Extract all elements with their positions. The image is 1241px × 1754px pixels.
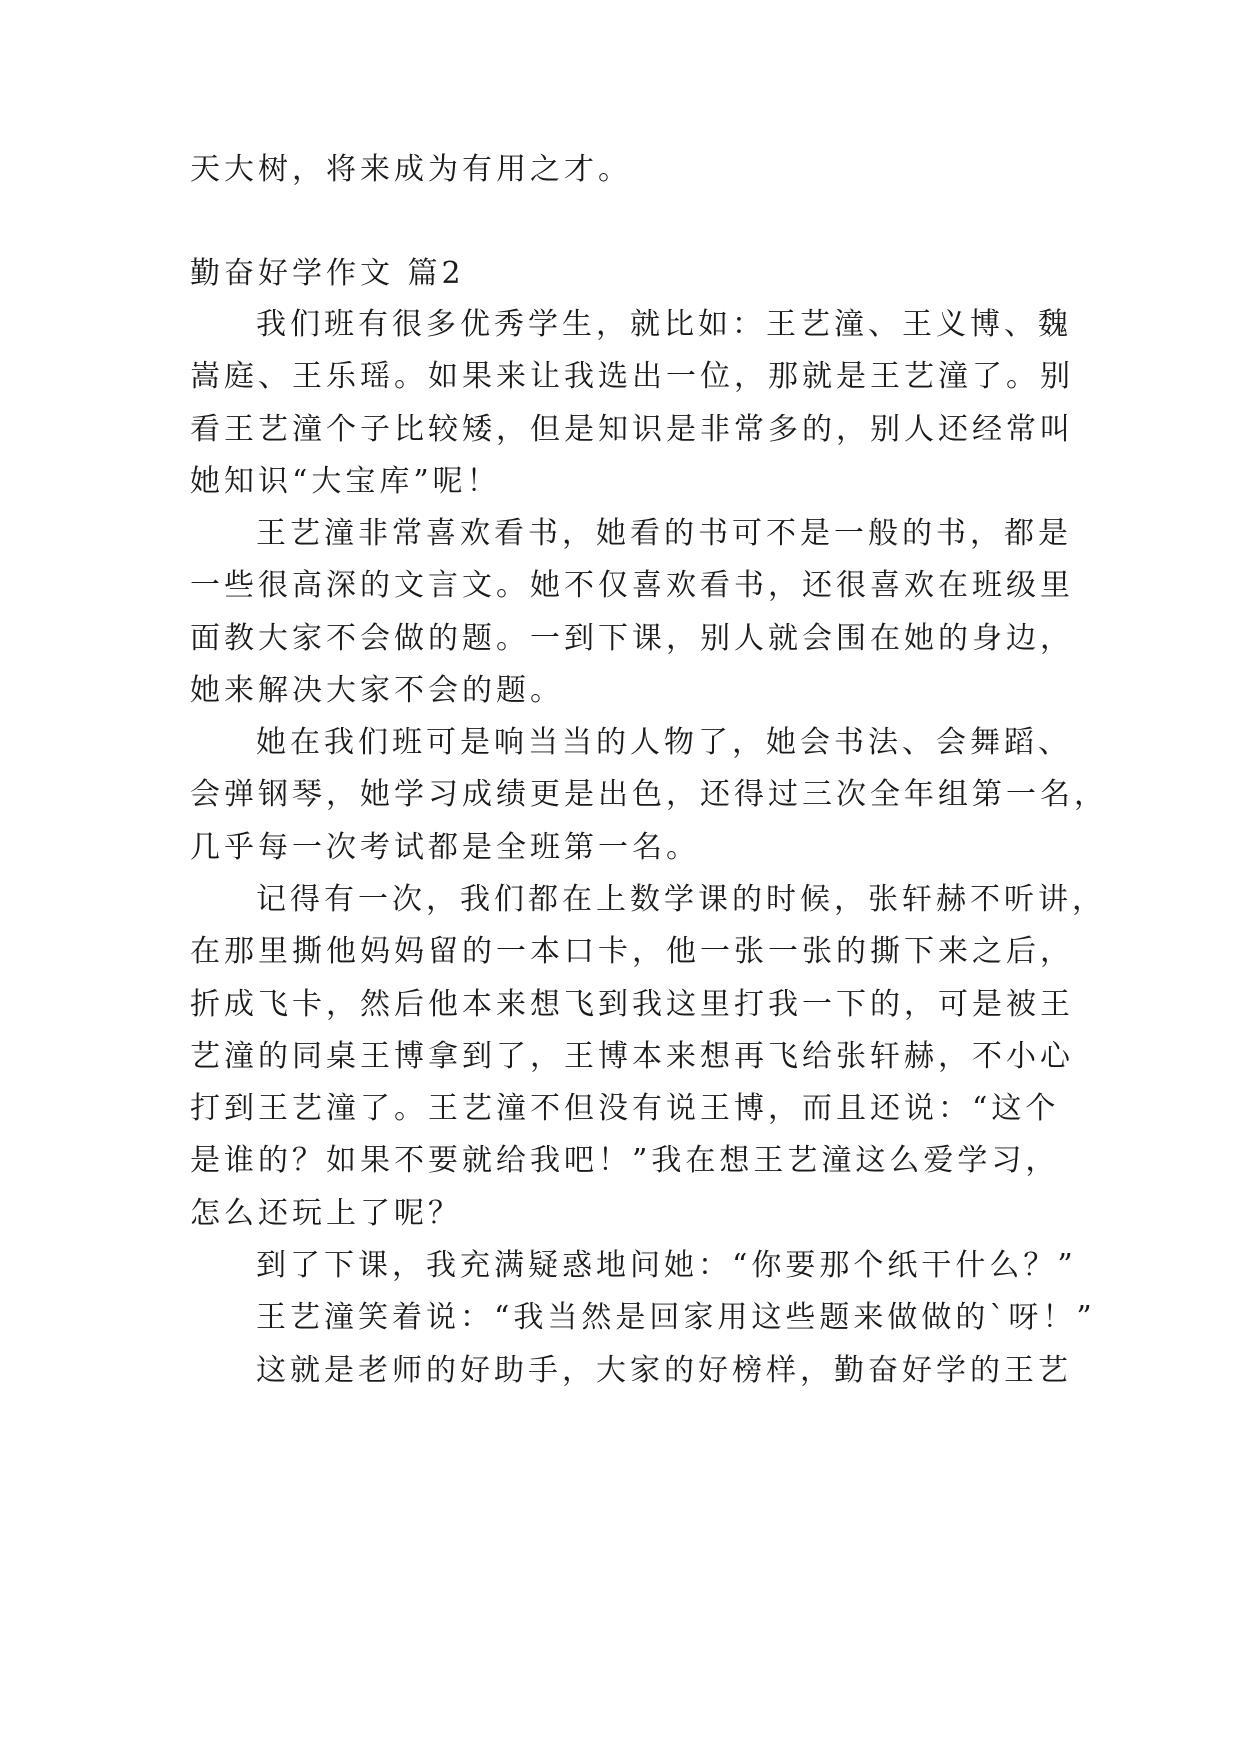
paragraph-line: 她知识“大宝库”呢！ xyxy=(190,464,501,499)
paragraph-line: 嵩庭、王乐瑶。如果来让我选出一位，那就是王艺潼了。别 xyxy=(190,359,1074,394)
paragraph-line: 我们班有很多优秀学生，就比如：王艺潼、王义博、魏 xyxy=(256,307,1072,342)
essay-heading: 勤奋好学作文 篇2 xyxy=(190,256,465,291)
continuation-line: 天大树，将来成为有用之才。 xyxy=(190,152,632,187)
paragraph-line: 面教大家不会做的题。一到下课，别人就会围在她的身边， xyxy=(190,621,1074,656)
paragraph-line: 王艺潼笑着说：“我当然是回家用这些题来做做的`呀！” xyxy=(256,1300,1096,1335)
paragraph-line: 折成飞卡，然后他本来想飞到我这里打我一下的，可是被王 xyxy=(190,987,1074,1022)
paragraph-line: 一些很高深的文言文。她不仅喜欢看书，还很喜欢在班级里 xyxy=(190,568,1074,603)
paragraph-line: 这就是老师的好助手，大家的好榜样，勤奋好学的王艺 xyxy=(256,1353,1072,1388)
paragraph-line: 会弹钢琴，她学习成绩更是出色，还得过三次全年组第一名， xyxy=(190,777,1108,812)
paragraph-line: 到了下课，我充满疑惑地问她：“你要那个纸干什么？” xyxy=(256,1248,1077,1283)
paragraph-line: 几乎每一次考试都是全班第一名。 xyxy=(190,830,700,865)
paragraph-line: 记得有一次，我们都在上数学课的时候，张轩赫不听讲， xyxy=(256,882,1106,917)
paragraph-line: 是谁的？如果不要就给我吧！”我在想王艺潼这么爱学习， xyxy=(190,1143,1060,1178)
paragraph-line: 打到王艺潼了。王艺潼不但没有说王博，而且还说：“这个 xyxy=(190,1091,1060,1126)
paragraph-line: 王艺潼非常喜欢看书，她看的书可不是一般的书，都是 xyxy=(256,516,1072,551)
paragraph-line: 她来解决大家不会的题。 xyxy=(190,673,564,708)
paragraph-line: 看王艺潼个子比较矮，但是知识是非常多的，别人还经常叫 xyxy=(190,412,1074,447)
paragraph-line: 她在我们班可是响当当的人物了，她会书法、会舞蹈、 xyxy=(256,725,1072,760)
paragraph-line: 怎么还玩上了呢？ xyxy=(190,1196,462,1231)
paragraph-line: 艺潼的同桌王博拿到了，王博本来想再飞给张轩赫，不小心 xyxy=(190,1039,1074,1074)
paragraph-line: 在那里撕他妈妈留的一本口卡，他一张一张的撕下来之后， xyxy=(190,934,1074,969)
